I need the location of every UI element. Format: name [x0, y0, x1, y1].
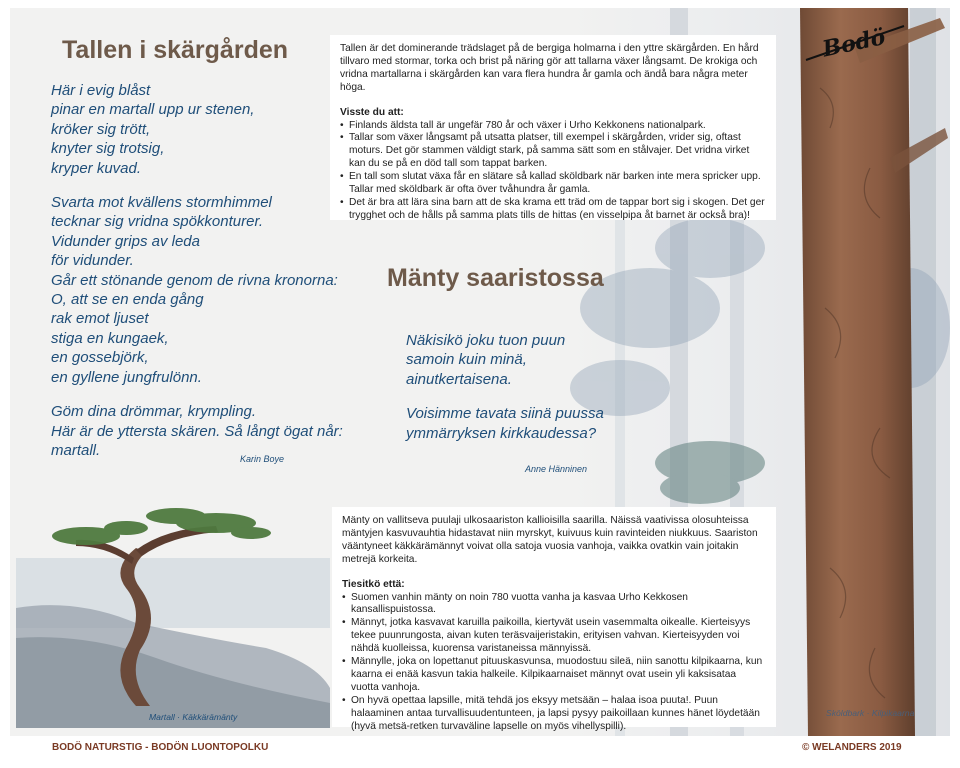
info-heading: Visste du att: — [340, 106, 404, 118]
poem-stanza: Näkisikö joku tuon puun samoin kuin minä, ainutkertaisena. — [406, 332, 566, 388]
finnish-info-box — [332, 507, 776, 732]
poem-stanza: Voisimme tavata siinä puussa ymmärryksen kirkkaudessa? — [406, 405, 604, 442]
twisted-pine-illustration — [16, 488, 330, 728]
bodo-logo — [800, 20, 910, 65]
logo-text: Bodö — [820, 23, 888, 63]
info-intro: Tallen är det dominerande trädslaget på de bergiga holmarna i den yttre skärgården. En hård tillvaro med stormar, torka och brist på näring gör att tallarna växer långsamt. De krokiga och vridna martallarna i skärgården kan vara flera hundra år gamla och ändå bara några meter höga. — [340, 43, 759, 93]
footer-right: © WELANDERS 2019 — [802, 742, 902, 753]
list-item: • Tallar som växer långsamt på utsatta platser, till exempel i skärgården, vrider sig, oftast moturs. Det gör stammen väldigt stark, på samma sätt som en stålvajer. Det vridna virket kan du se på en död tall som tappat barken. — [340, 132, 766, 171]
swedish-poem — [51, 81, 343, 475]
poem-stanza: Här i evig blåst pinar en martall upp ur stenen, kröker sig trött, knyter sig trotsig, kryper kuvad. — [51, 82, 255, 177]
finnish-title: Mänty saaristossa — [387, 264, 604, 292]
poem-stanza: Svarta mot kvällens stormhimmel tecknar sig vridna spökkonturer. Vidunder grips av leda för vidunder. Går ett stönande genom de rivna kronorna: O, att se en enda gång rak emot ljuset stiga en kungaek, en gossebjörk, en gyllene jungfrulönn. — [51, 194, 338, 386]
poster-board — [10, 8, 950, 736]
swedish-info-box — [330, 35, 776, 220]
info-list — [340, 120, 766, 223]
list-item: • Finlands äldsta tall är ungefär 780 år och växer i Urho Kekkonens nationalpark. — [340, 120, 766, 133]
info-intro: Mänty on vallitseva puulaji ulkosaariston kallioisilla saarilla. Näissä vaativissa olosuhteissa mäntyjen kasvuvauhtia hidastavat niin myrskyt, kuivuus kuin ravinteiden niukkuus. Saariston vääntyneet käkkärämännyt voivat olla satoja vuosia vanhoja, vaikka ovatkin vain joitakin metrejä korkeita. — [342, 515, 758, 565]
list-item: • Männyt, jotka kasvavat karuilla paikoilla, kiertyvät usein vasemmalta oikealle. Kierteisyys tekee puunrungosta, aivan kuten teräsvaijeristakin, erityisen vahvan. Kierteisyyden voi nähdä kuolleissa, kuorensa varistaneissa männyissä. — [342, 617, 766, 656]
info-heading: Tiesitkö että: — [342, 578, 405, 590]
finnish-poem — [406, 331, 604, 458]
list-item: • En tall som slutat växa får en slätare så kallad sköldbark när barken inte mera spricker upp. Tallar med sköldbark är ofta över tvåhundra år gamla. — [340, 171, 766, 197]
footer-left: BODÖ NATURSTIG - BODÖN LUONTOPOLKU — [52, 742, 269, 753]
finnish-poem-author: Anne Hänninen — [525, 464, 588, 474]
swedish-title: Tallen i skärgården — [62, 36, 289, 64]
swedish-poem-author: Karin Boye — [240, 454, 285, 464]
list-item: • Suomen vanhin mänty on noin 780 vuotta vanha ja kasvaa Urho Kekkosen kansallispuistossa. — [342, 592, 766, 618]
list-item: • Det är bra att lära sina barn att de ska krama ett träd om de tappar bort sig i skogen. Det ger trygghet och de hålls på samma plats tills de hittas (en visselpipa åt barnet är också bra)! — [340, 197, 766, 223]
pine-caption: Martall · Käkkärämänty — [149, 712, 238, 722]
poem-stanza: Göm dina drömmar, krympling. Här är de yttersta skären. Så långt ögat når: martall. — [51, 403, 343, 459]
list-item: • Männylle, joka on lopettanut pituuskasvunsa, muodostuu sileä, niin sanottu kilpikaarna, kun kaarna ei enää kasvun takia halkeile. Kilpikaarnaiset männyt ovat usein yli kaksisataa vuotta vanhoja. — [342, 656, 766, 695]
info-list — [342, 592, 766, 734]
list-item: • On hyvä opettaa lapsille, mitä tehdä jos eksyy metsään – halaa isoa puuta!. Puun halaaminen antaa turvallisuudentunteen, ja lapsi pysyy paikoillaan kunnes hänet löydetään (hyvä metsä-retken turvaväline lapselle on myös vihellyspilli). — [342, 695, 766, 734]
bark-caption: Sköldbark · Kilpikaarna — [826, 708, 915, 718]
